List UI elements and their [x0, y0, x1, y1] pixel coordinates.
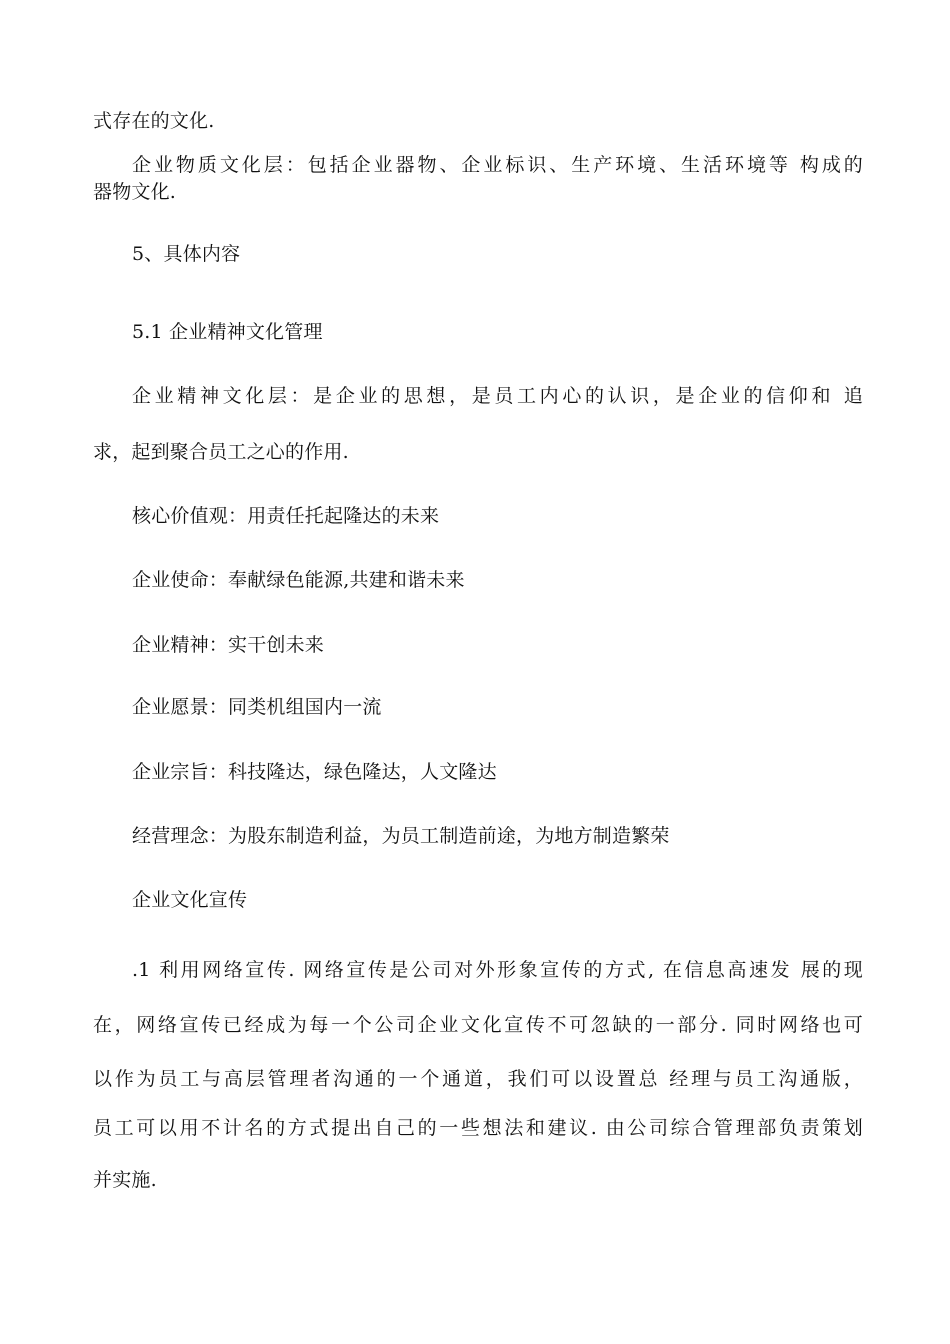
text-line: 在，网络宣传已经成为每一个公司企业文化宣传不可忽缺的一部分. 同时网络也可	[93, 1014, 863, 1036]
text-line: 核心价值观：用责任托起隆达的未来	[132, 505, 440, 527]
text-line: 企业使命：奉献绿色能源,共建和谐未来	[132, 569, 465, 591]
text-line: 器物文化.	[93, 181, 177, 203]
text-line: 企业物质文化层：包括企业器物、企业标识、生产环境、生活环境等 构成的	[132, 154, 863, 176]
section-heading: 5、具体内容	[132, 243, 241, 265]
text-line: 并实施.	[93, 1169, 157, 1191]
text-line: 企业愿景：同类机组国内一流	[132, 696, 382, 718]
text-line: .1 利用网络宣传. 网络宣传是公司对外形象宣传的方式, 在信息高速发 展的现	[132, 959, 863, 981]
text-line: 员工可以用不计名的方式提出自己的一些想法和建议. 由公司综合管理部负责策划	[93, 1117, 863, 1139]
text-line: 以作为员工与高层管理者沟通的一个通道，我们可以设置总 经理与员工沟通版，	[93, 1068, 863, 1090]
text-line: 企业精神文化层：是企业的思想，是员工内心的认识，是企业的信仰和 追	[132, 385, 863, 407]
text-line: 企业精神：实干创未来	[132, 634, 325, 656]
text-line: 经营理念：为股东制造利益，为员工制造前途，为地方制造繁荣	[132, 825, 670, 847]
section-heading: 企业文化宣传	[132, 889, 248, 911]
text-line: 求，起到聚合员工之心的作用.	[93, 441, 349, 463]
text-line: 企业宗旨：科技隆达，绿色隆达，人文隆达	[132, 761, 497, 783]
subsection-heading: 5.1 企业精神文化管理	[132, 321, 323, 343]
text-line: 式存在的文化.	[93, 110, 215, 132]
